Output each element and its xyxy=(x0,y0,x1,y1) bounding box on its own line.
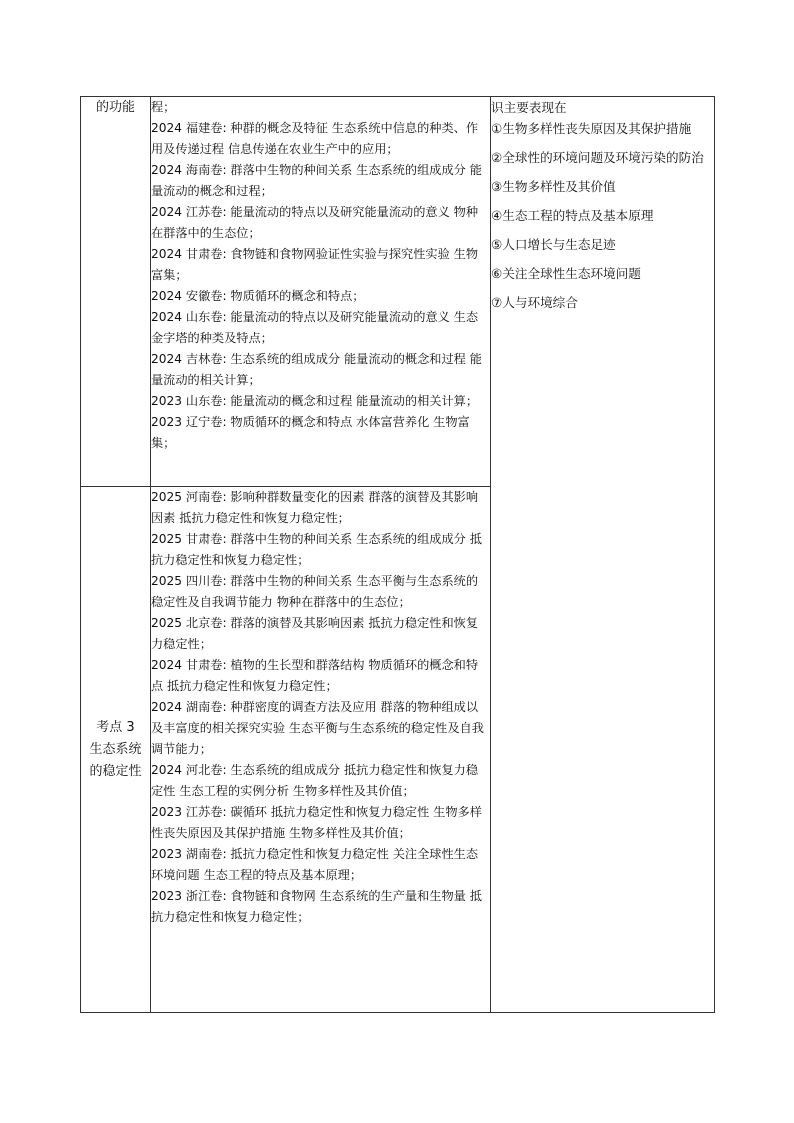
exam-entry: 2024 甘肃卷: 植物的生长型和群落结构 物质循环的概念和特点 抵抗力稳定性和恢复力稳定性； xyxy=(151,658,479,693)
knowledge-item: ④生态工程的特点及基本原理 xyxy=(491,208,654,223)
exam-entry: 2024 海南卷: 群落中生物的种间关系 生态系统的组成成分 能量流动的概念和过程； xyxy=(151,163,482,198)
knowledge-item: ①生物多样性丧失原因及其保护措施 xyxy=(491,121,692,136)
exam-entry: 2025 河南卷: 影响种群数量变化的因素 群落的演替及其影响因素 抵抗力稳定性和恢复力稳定性； xyxy=(151,490,479,525)
table-row xyxy=(81,97,715,487)
exam-entry: 2023 江苏卷: 碳循环 抵抗力稳定性和恢复力稳定性 生物多样性丧失原因及其保护措施 生物多样性及其价值； xyxy=(151,805,482,840)
exam-entry: 2024 湖南卷: 种群密度的调查方法及应用 群落的物种组成以及丰富度的相关探究实验 生态平衡与生态系统的稳定性及自我调节能力； xyxy=(151,700,484,756)
exam-analysis-table xyxy=(80,96,715,1013)
exam-entry: 2024 江苏卷: 能量流动的特点以及研究能量流动的意义 物种在群落中的生态位； xyxy=(151,205,479,240)
exam-entry: 2024 甘肃卷: 食物链和食物网验证性实验与探究性实验 生物富集； xyxy=(151,247,479,282)
knowledge-points-cell xyxy=(491,97,715,1013)
exam-entry: 2025 甘肃卷: 群落中生物的种间关系 生态系统的组成成分 抵抗力稳定性和恢复力稳定性； xyxy=(151,532,482,567)
exam-entry: 2024 河北卷: 生态系统的组成成分 抵抗力稳定性和恢复力稳定性 生态工程的实例分析 生物多样性及其价值； xyxy=(151,763,479,798)
topic-label: 的稳定性 xyxy=(89,763,142,779)
exam-entry: 2023 湖南卷: 抵抗力稳定性和恢复力稳定性 关注全球性生态环境问题 生态工程的特点及基本原理； xyxy=(151,847,479,882)
topic-label: 的功能 xyxy=(95,100,135,115)
exam-entry: 2023 山东卷: 能量流动的概念和过程 能量流动的相关计算； xyxy=(151,394,479,408)
knowledge-item: ⑥关注全球性生态环境问题 xyxy=(491,266,641,281)
knowledge-item: ③生物多样性及其价值 xyxy=(491,179,616,194)
exam-entry: 2024 福建卷: 种群的概念及特征 生态系统中信息的种类、作用及传递过程 信息传递在农业生产中的应用； xyxy=(151,121,479,156)
topic-label: 生态系统 xyxy=(89,741,142,757)
knowledge-item: ②全球性的环境问题及环境污染的防治 xyxy=(491,150,704,165)
exam-list-cell xyxy=(151,487,491,1013)
knowledge-intro: 识主要表现在 xyxy=(491,100,567,115)
knowledge-item: ⑤人口增长与生态足迹 xyxy=(491,237,616,252)
exam-entry: 2025 北京卷: 群落的演替及其影响因素 抵抗力稳定性和恢复力稳定性； xyxy=(151,616,479,651)
exam-entry: 2025 四川卷: 群落中生物的种间关系 生态平衡与生态系统的稳定性及自我调节能力 物种在群落中的生态位； xyxy=(151,574,479,609)
exam-entry: 程； xyxy=(151,100,176,114)
exam-list-cell xyxy=(151,97,491,487)
exam-entry: 2023 浙江卷: 食物链和食物网 生态系统的生产量和生物量 抵抗力稳定性和恢复力稳定性； xyxy=(151,889,482,924)
knowledge-item: ⑦人与环境综合 xyxy=(491,295,578,310)
topic-number: 考点 3 xyxy=(96,719,135,735)
exam-entry: 2024 山东卷: 能量流动的特点以及研究能量流动的意义 生态金字塔的种类及特点； xyxy=(151,310,479,345)
topic-cell xyxy=(81,97,151,487)
exam-entry: 2024 安徽卷: 物质循环的概念和特点； xyxy=(151,289,365,303)
topic-cell xyxy=(81,487,151,1013)
exam-entry: 2024 吉林卷: 生态系统的组成成分 能量流动的概念和过程 能量流动的相关计算； xyxy=(151,352,482,387)
exam-entry: 2023 辽宁卷: 物质循环的概念和特点 水体富营养化 生物富集； xyxy=(151,415,470,450)
